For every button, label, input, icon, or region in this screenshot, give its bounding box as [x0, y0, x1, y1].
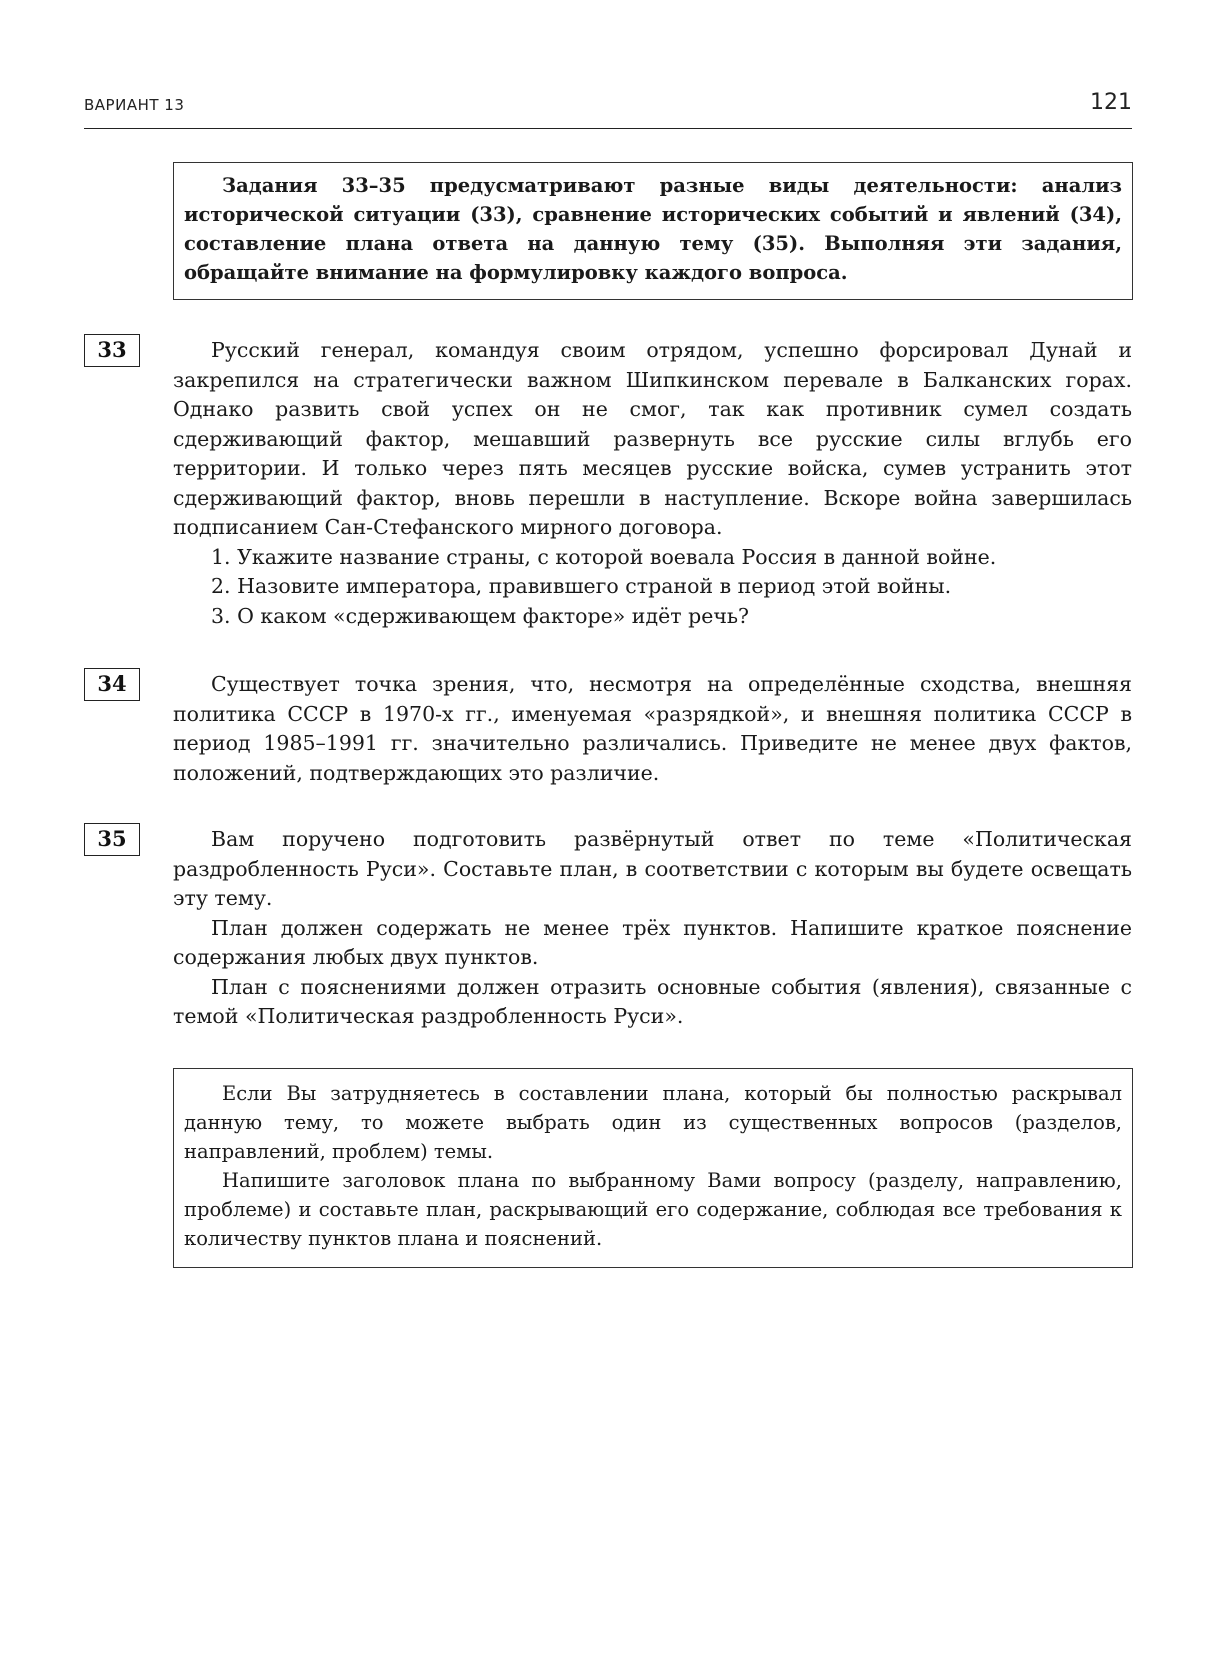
intro-instructions-box — [173, 162, 1133, 300]
intro-instructions-text: Задания 33–35 предусматривают разные виды деятельности: анализ исторической ситуации (33), сравнение исторических событий и явлений (34), составление плана ответа на данную тему (35). Выполняя эти задания, обращайте внимание на формулировку каждого вопроса. — [184, 174, 1122, 284]
task-number-badge: 35 — [84, 823, 140, 856]
question-list — [173, 543, 1132, 632]
running-head-title: ВАРИАНТ 13 — [84, 96, 185, 114]
task-paragraph: План должен содержать не менее трёх пунктов. Напишите краткое пояснение содержания любых двух пунктов. — [173, 915, 1132, 969]
task-body — [173, 825, 1132, 1032]
task-paragraph: План с пояснениями должен отразить основные события (явления), связанные с темой «Политическая раздробленность Руси». — [173, 974, 1132, 1028]
task-body — [173, 670, 1132, 788]
hint-paragraph: Если Вы затрудняетесь в составлении плана, который бы полностью раскрывал данную тему, то можете выбрать один из существенных вопросов (разделов, направлений, проблем) темы. — [184, 1082, 1122, 1163]
task-number-badge: 34 — [84, 668, 140, 701]
question-item: 1. Укажите название страны, с которой воевала Россия в данной войне. — [211, 544, 997, 569]
task-paragraph: Вам поручено подготовить развёрнутый ответ по теме «Политическая раздробленность Руси». Составьте план, в соответствии с которым вы будете освещать эту тему. — [173, 827, 1132, 910]
task-paragraph: Русский генерал, командуя своим отрядом, успешно форсировал Дунай и закрепился на стратегически важном Шипкинском перевале в Балканских горах. Однако развить свой успех он не смог, так как противник сумел создать сдерживающий фактор, мешавший развернуть все русские силы вглубь его территории. И только через пять месяцев русские войска, сумев устранить этот сдерживающий фактор, вновь перешли в наступление. Вскоре война завершилась подписанием Сан-Стефанского мирного договора. — [173, 338, 1132, 539]
task-number-badge: 33 — [84, 334, 140, 367]
question-item: 2. Назовите императора, правившего страной в период этой войны. — [211, 574, 952, 598]
plan-hint-box — [173, 1068, 1133, 1268]
task-body — [173, 336, 1132, 631]
page-number: 121 — [1090, 90, 1132, 115]
header-rule — [84, 128, 1132, 129]
question-item: 3. О каком «сдерживающем факторе» идёт речь? — [211, 603, 750, 628]
hint-paragraph: Напишите заголовок плана по выбранному Вами вопросу (разделу, направлению, проблеме) и составьте план, раскрывающий его содержание, соблюдая все требования к количеству пунктов плана и пояснений. — [184, 1169, 1122, 1250]
task-paragraph: Существует точка зрения, что, несмотря на определённые сходства, внешняя политика СССР в 1970-х гг., именуемая «разрядкой», и внешняя политика СССР в период 1985–1991 гг. значительно различались. Приведите не менее двух фактов, положений, подтверждающих это различие. — [173, 672, 1132, 785]
